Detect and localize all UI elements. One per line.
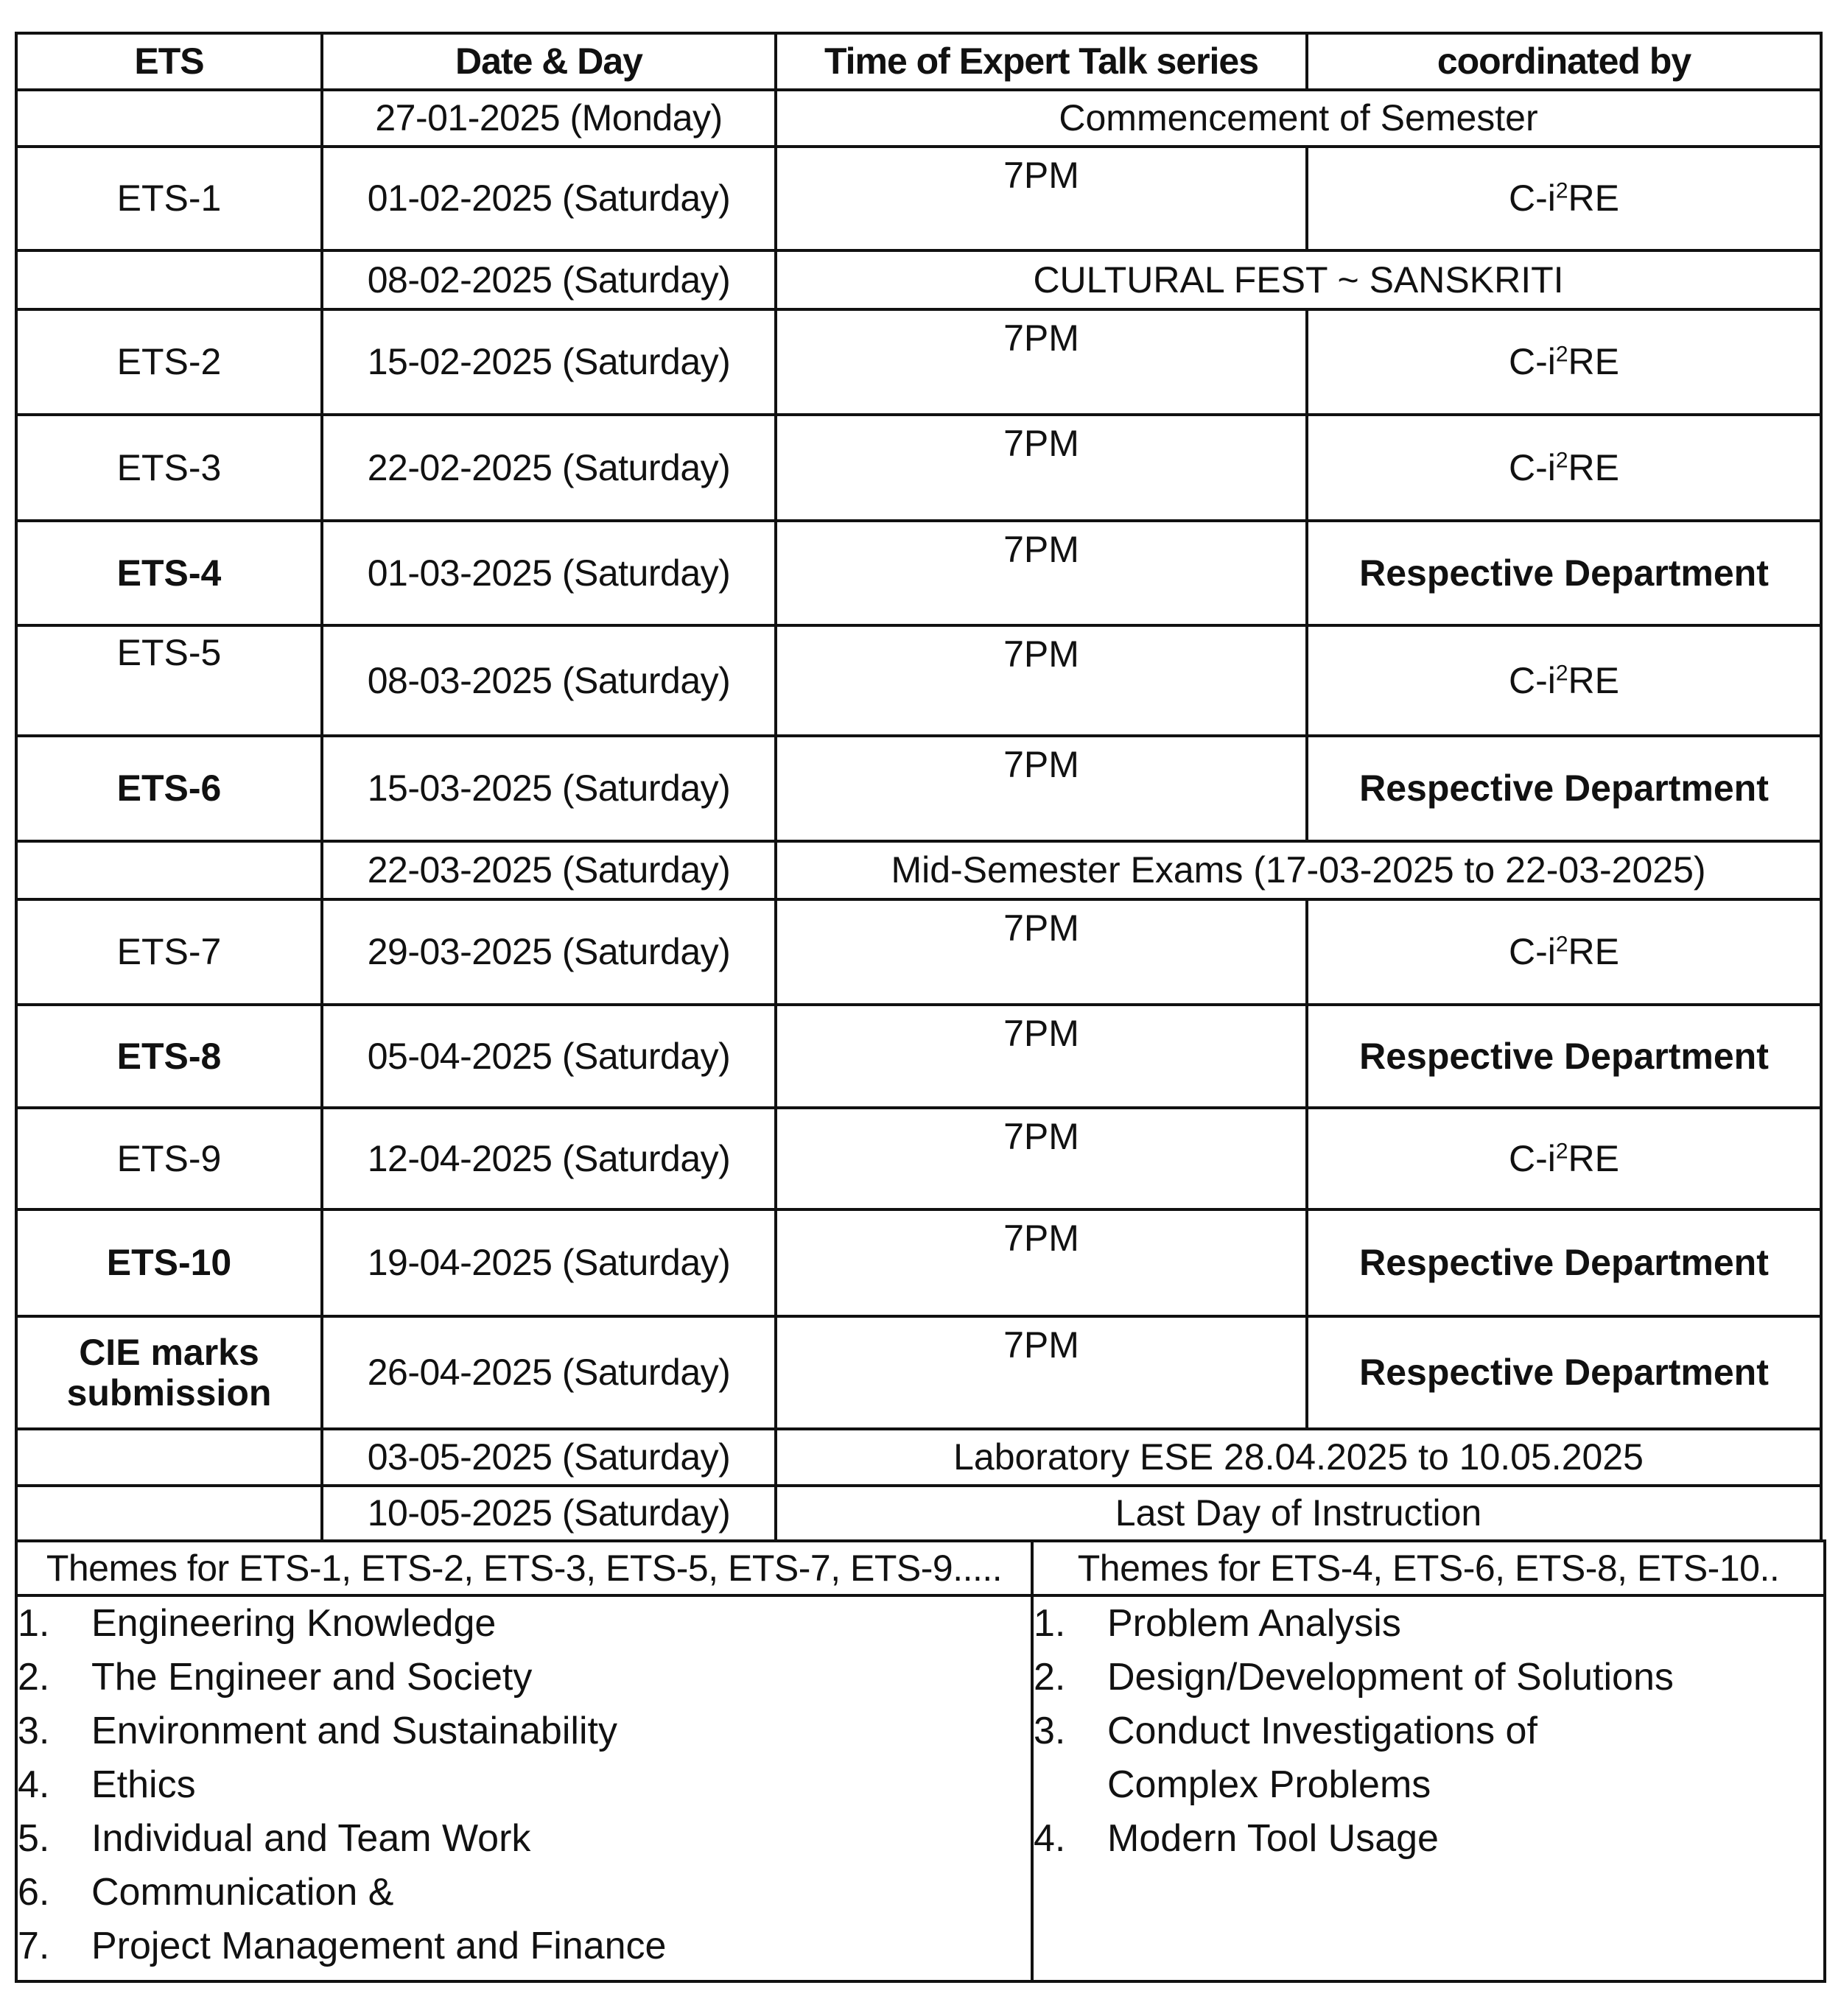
coordinator-base: C-i <box>1508 341 1556 382</box>
date-cell: 05-04-2025 (Saturday) <box>322 1005 776 1108</box>
coordinator-cell <box>1307 899 1821 1005</box>
table-row <box>16 1316 1821 1429</box>
event-cell: Commencement of Semester <box>776 90 1821 147</box>
ets-cell: ETS-7 <box>16 899 322 1005</box>
ets-cell: ETS-8 <box>16 1005 322 1108</box>
ets-cell: ETS-1 <box>16 147 322 250</box>
coordinator-cell: Respective Department <box>1307 521 1821 625</box>
time-cell: 7PM <box>776 625 1307 736</box>
coordinator-cell <box>1307 625 1821 736</box>
ets-cell: ETS-10 <box>16 1209 322 1316</box>
coordinator-cell: Respective Department <box>1307 1005 1821 1108</box>
ets-cell: ETS-4 <box>16 521 322 625</box>
event-cell: Last Day of Instruction <box>776 1486 1821 1541</box>
coordinator-cell <box>1307 1108 1821 1209</box>
list-item: Complex Problems <box>1107 1763 1431 1806</box>
coordinator-base: C-i <box>1508 446 1556 488</box>
ets-line-2: submission <box>66 1371 272 1413</box>
time-cell: 7PM <box>776 521 1307 625</box>
coordinator-base: C-i <box>1508 178 1556 219</box>
table-row <box>16 1429 1821 1486</box>
time-cell: 7PM <box>776 736 1307 841</box>
table-row <box>16 90 1821 147</box>
table-row <box>16 899 1821 1005</box>
ets-cell: ETS-6 <box>16 736 322 841</box>
table-row <box>16 625 1821 736</box>
date-cell: 19-04-2025 (Saturday) <box>322 1209 776 1316</box>
coordinator-cell: Respective Department <box>1307 1316 1821 1429</box>
themes-table <box>15 1539 1826 1983</box>
themes-right-list <box>1034 1597 1823 1866</box>
time-cell: 7PM <box>776 1316 1307 1429</box>
coordinator-tail: RE <box>1568 659 1620 701</box>
list-item: 2. Design/Development of Solutions <box>1034 1656 1674 1699</box>
date-cell: 08-02-2025 (Saturday) <box>322 250 776 309</box>
table-row <box>16 415 1821 521</box>
themes-left-cell <box>16 1595 1032 1981</box>
date-cell: 03-05-2025 (Saturday) <box>322 1429 776 1486</box>
themes-right-cell <box>1032 1595 1825 1981</box>
coordinator-tail: RE <box>1568 446 1620 488</box>
coordinator-base: C-i <box>1508 931 1556 972</box>
coordinator-cell <box>1307 147 1821 250</box>
table-row <box>16 736 1821 841</box>
ets-cell <box>16 250 322 309</box>
list-item: 1. Problem Analysis <box>1034 1602 1401 1645</box>
ets-cell: ETS-2 <box>16 309 322 415</box>
coordinator-superscript: 2 <box>1555 342 1568 367</box>
list-item: 5. Individual and Team Work <box>18 1817 531 1860</box>
list-item: 6. Communication & <box>18 1871 394 1914</box>
coordinator-cell: Respective Department <box>1307 1209 1821 1316</box>
table-row <box>16 841 1821 899</box>
date-cell: 22-02-2025 (Saturday) <box>322 415 776 521</box>
date-cell: 29-03-2025 (Saturday) <box>322 899 776 1005</box>
event-cell: CULTURAL FEST ~ SANSKRITI <box>776 250 1821 309</box>
list-item: 4. Modern Tool Usage <box>1034 1817 1439 1860</box>
date-cell: 08-03-2025 (Saturday) <box>322 625 776 736</box>
header-row <box>16 33 1821 90</box>
date-cell: 22-03-2025 (Saturday) <box>322 841 776 899</box>
list-item: 4. Ethics <box>18 1763 196 1806</box>
list-item: 3. Conduct Investigations of <box>1034 1710 1537 1752</box>
time-cell: 7PM <box>776 1005 1307 1108</box>
time-cell: 7PM <box>776 309 1307 415</box>
ets-cell <box>16 1429 322 1486</box>
ets-cell <box>16 841 322 899</box>
event-cell: Laboratory ESE 28.04.2025 to 10.05.2025 <box>776 1429 1821 1486</box>
date-cell: 15-02-2025 (Saturday) <box>322 309 776 415</box>
date-cell: 01-03-2025 (Saturday) <box>322 521 776 625</box>
table-row <box>16 521 1821 625</box>
table-row <box>16 250 1821 309</box>
list-item: 7. Project Management and Finance <box>18 1925 667 1967</box>
coordinator-tail: RE <box>1568 1137 1620 1179</box>
list-item: 1. Engineering Knowledge <box>18 1602 497 1645</box>
header-time: Time of Expert Talk series <box>776 33 1307 90</box>
date-cell: 01-02-2025 (Saturday) <box>322 147 776 250</box>
ets-cell <box>16 1486 322 1541</box>
coordinator-tail: RE <box>1568 341 1620 382</box>
date-cell: 27-01-2025 (Monday) <box>322 90 776 147</box>
coordinator-superscript: 2 <box>1555 178 1568 203</box>
coordinator-cell <box>1307 309 1821 415</box>
themes-right-title: Themes for ETS-4, ETS-6, ETS-8, ETS-10.. <box>1032 1541 1825 1595</box>
themes-list-row <box>16 1595 1825 1981</box>
time-cell: 7PM <box>776 415 1307 521</box>
coordinator-superscript: 2 <box>1555 660 1568 685</box>
time-cell: 7PM <box>776 1209 1307 1316</box>
coordinator-tail: RE <box>1568 178 1620 219</box>
header-ets: ETS <box>16 33 322 90</box>
ets-cell <box>16 90 322 147</box>
date-cell: 10-05-2025 (Saturday) <box>322 1486 776 1541</box>
time-cell: 7PM <box>776 147 1307 250</box>
ets-cell: ETS-9 <box>16 1108 322 1209</box>
date-cell: 26-04-2025 (Saturday) <box>322 1316 776 1429</box>
event-cell: Mid-Semester Exams (17-03-2025 to 22-03-2025) <box>776 841 1821 899</box>
ets-line-1: CIE marks <box>79 1331 259 1373</box>
table-row <box>16 147 1821 250</box>
ets-cell: ETS-5 <box>16 625 322 736</box>
list-item: 2. The Engineer and Society <box>18 1656 533 1699</box>
themes-header-row <box>16 1541 1825 1595</box>
coordinator-base: C-i <box>1508 1137 1556 1179</box>
coordinator-superscript: 2 <box>1555 932 1568 957</box>
table-row <box>16 1005 1821 1108</box>
header-date-day: Date & Day <box>322 33 776 90</box>
coordinator-cell <box>1307 415 1821 521</box>
themes-left-title: Themes for ETS-1, ETS-2, ETS-3, ETS-5, ETS-7, ETS-9..... <box>16 1541 1032 1595</box>
table-row <box>16 309 1821 415</box>
table-row <box>16 1108 1821 1209</box>
ets-cell: ETS-3 <box>16 415 322 521</box>
time-cell: 7PM <box>776 899 1307 1005</box>
header-coordinated-by: coordinated by <box>1307 33 1821 90</box>
ets-cell <box>16 1316 322 1429</box>
ets-schedule-table <box>15 32 1823 1542</box>
table-row <box>16 1209 1821 1316</box>
coordinator-superscript: 2 <box>1555 1138 1568 1163</box>
table-row <box>16 1486 1821 1541</box>
coordinator-base: C-i <box>1508 659 1556 701</box>
coordinator-tail: RE <box>1568 931 1620 972</box>
date-cell: 15-03-2025 (Saturday) <box>322 736 776 841</box>
coordinator-superscript: 2 <box>1555 447 1568 472</box>
coordinator-cell: Respective Department <box>1307 736 1821 841</box>
time-cell: 7PM <box>776 1108 1307 1209</box>
date-cell: 12-04-2025 (Saturday) <box>322 1108 776 1209</box>
list-item: 3. Environment and Sustainability <box>18 1710 617 1752</box>
themes-left-list <box>18 1597 1031 1973</box>
